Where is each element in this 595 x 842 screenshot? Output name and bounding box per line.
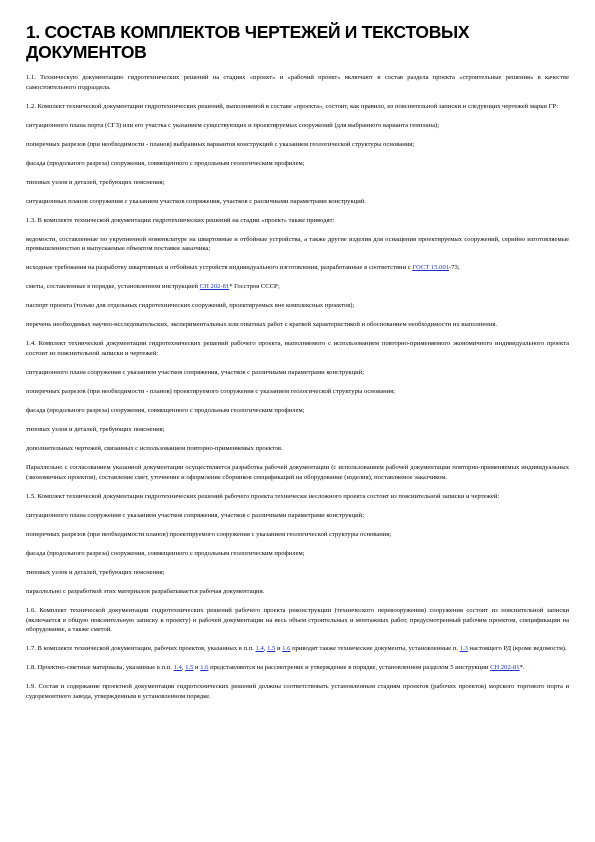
paragraph-text: типовых узлов и деталей, требующих пояснения; bbox=[26, 178, 165, 186]
paragraph bbox=[26, 549, 569, 559]
paragraph-text: и bbox=[193, 664, 201, 672]
paragraph bbox=[26, 406, 569, 416]
reference-link[interactable]: 1.3 bbox=[459, 645, 468, 653]
paragraph-text: представляются на рассмотрение и утверждение в порядке, установленном разделом 5 инструкции bbox=[208, 664, 491, 672]
paragraph bbox=[26, 339, 569, 358]
paragraph bbox=[26, 320, 569, 330]
paragraph-text: , bbox=[181, 664, 186, 672]
paragraph bbox=[26, 511, 569, 521]
paragraph-text: , bbox=[263, 645, 268, 653]
paragraph-text: фасада (продольного разреза) сооружения, совмещенного с продольным геологическим профилем; bbox=[26, 549, 305, 557]
paragraph-text: 1.1. Техническую документацию гидротехнических решений на стадиях «проект» и «рабочий проект» включают в состав раздела проекта «строительные решения» в качестве самостоятельного подраздела. bbox=[26, 74, 569, 91]
paragraph bbox=[26, 301, 569, 311]
reference-link[interactable]: 1.4 bbox=[173, 664, 182, 672]
paragraph-text: 1.8. Проектно-сметные материалы, указанные в п.п. bbox=[26, 664, 174, 672]
paragraph bbox=[26, 530, 569, 540]
paragraph-text: 1.5. Комплект технической документации гидротехнических решений рабочего проекта технически несложного проекта состоит из пояснительной записки и чертежей: bbox=[26, 492, 500, 500]
reference-link[interactable]: 1.4 bbox=[255, 645, 264, 653]
paragraph-text: дополнительных чертежей, связанных с использованием повторно-применяемых проектов. bbox=[26, 445, 283, 453]
paragraph-text: ситуационного плана порта (СГЗ) или его участка с указанием существующих и проектируемых сооружений (для выбранного варианта генплана); bbox=[26, 121, 440, 129]
paragraph bbox=[26, 235, 569, 254]
paragraph-text: типовых узлов и деталей, требующих пояснения; bbox=[26, 426, 165, 434]
paragraph bbox=[26, 568, 569, 578]
paragraph-text: поперечных разрезов (при необходимости планов) проектируемого сооружения с указанием геологической структуры основания; bbox=[26, 530, 392, 538]
paragraph-text: сметы, составленные в порядке, установленном инструкцией bbox=[26, 283, 200, 291]
paragraph-text: исходные требования на разработку швартовных и отбойных устройств индивидуального изготовления, разработанные в соответствии с bbox=[26, 264, 413, 272]
paragraph-text: приводят также технические документы, установленные п. bbox=[290, 645, 460, 653]
paragraph-text: *. bbox=[519, 664, 525, 672]
paragraph-text: * Госстроя СССР; bbox=[229, 283, 280, 291]
paragraph bbox=[26, 159, 569, 169]
paragraph bbox=[26, 425, 569, 435]
paragraph bbox=[26, 282, 569, 292]
paragraph bbox=[26, 463, 569, 482]
paragraph bbox=[26, 140, 569, 150]
paragraph bbox=[26, 197, 569, 207]
reference-link[interactable]: 1.5 bbox=[185, 664, 194, 672]
paragraph-text: и bbox=[275, 645, 283, 653]
paragraph bbox=[26, 444, 569, 454]
paragraph-text: -73; bbox=[449, 264, 460, 272]
paragraph-text: 1.6. Комплект технической документации гидротехнических решений рабочего проекта реконструкции (технического перевооружения) сооружения состоит из пояснительной записки (включается в общую пояснительную записку к проекту) и рабочей документации на весь объем строительных и монтажных работ, предусмотренный рабочим проектом, спецификации на оборудование, а также сметой. bbox=[26, 606, 569, 634]
paragraph bbox=[26, 178, 569, 188]
paragraph bbox=[26, 368, 569, 378]
document-title: 1. СОСТАВ КОМПЛЕКТОВ ЧЕРТЕЖЕЙ И ТЕКСТОВЫХ ДОКУМЕНТОВ bbox=[26, 22, 470, 62]
paragraph-text: параллельно с разработкой этих материалов разрабатывается рабочая документация. bbox=[26, 587, 265, 595]
paragraph bbox=[26, 606, 569, 635]
paragraph bbox=[26, 102, 569, 112]
paragraph-text: 1.9. Состав и содержание проектной документации гидротехнических решений должны соответствовать установленным стадиям проектов (рабочих проектов) морского торгового порта и судоремонтного завода, утвержденным в установленном порядке. bbox=[26, 683, 569, 700]
paragraph bbox=[26, 121, 569, 131]
paragraph-text: ситуационного плана сооружения с указанием участков сопряжения, участков с различными параметрами конструкций; bbox=[26, 511, 365, 519]
paragraph bbox=[26, 682, 569, 701]
paragraph bbox=[26, 587, 569, 597]
paragraph-text: перечень необходимых научно-исследовательских, экспериментальных или опытных работ с краткой характеристикой и обоснованием необходимости их выполнения. bbox=[26, 321, 498, 329]
reference-link[interactable]: СН 202-81 bbox=[199, 283, 230, 291]
paragraph-text: ситуационного плана сооружения с указанием участков сопряжения, участков с различными параметрами конструкций; bbox=[26, 369, 365, 377]
paragraph bbox=[26, 73, 569, 92]
paragraph-text: поперечных разрезов (при необходимости - планов) выбранных вариантов конструкций с указанием геологической структуры основания; bbox=[26, 140, 415, 148]
paragraph-text: Параллельно с согласованием указанной документации осуществляется разработка рабочей документации (с использованием рабочей документации повторно-применяемых индивидуальных (экономичных проектов), составление смет, уточнение и оформление сборников спецификаций на оборудование (изделия), поставляемое заказчиком. bbox=[26, 464, 569, 481]
reference-link[interactable]: ГОСТ 15.001 bbox=[412, 264, 450, 272]
paragraph-text: 1.4. Комплект технической документации гидротехнических решений рабочего проекта, выполняемого с использованием повторно-применяемого экономичного индивидуального проекта состоит из пояснительной записки и чертежей: bbox=[26, 340, 569, 358]
paragraph bbox=[26, 663, 569, 673]
paragraph bbox=[26, 387, 569, 397]
reference-link[interactable]: СН 202-81 bbox=[490, 664, 520, 672]
paragraph bbox=[26, 492, 569, 502]
paragraph-text: типовых узлов и деталей, требующих пояснения; bbox=[26, 568, 165, 576]
paragraph-text: поперечных разрезов (при необходимости - планов) проектируемого сооружения с указанием геологической структуры основания; bbox=[26, 388, 395, 396]
paragraph-text: паспорт проекта (только для отдельных гидротехнических сооружений, проектируемых вне комплексных проектов); bbox=[26, 302, 355, 310]
paragraph-text: фасада (продольного разреза) сооружения, совмещенного с продольным геологическим профилем; bbox=[26, 159, 305, 167]
reference-link[interactable]: 1.5 bbox=[267, 645, 276, 653]
paragraph bbox=[26, 263, 569, 273]
paragraph bbox=[26, 216, 569, 226]
paragraph-text: 1.2. Комплект технической документации гидротехнических решений, выполняемой в составе «проекта», состоит, как правило, из пояснительной записки и следующих чертежей марки ГР: bbox=[26, 102, 559, 110]
paragraph-text: ведомости, составленные по укрупненной номенклатуре на швартовные и отбойные устройства, а также другие изделия для оснащения проектируемых сооружений, серийно изготовляемые промышленностью и выпускаемые объектом поставки заказчика; bbox=[26, 235, 569, 253]
paragraph-text: 1.7. В комплекте технической документации, рабочих проектов, указанных в п.п. bbox=[26, 645, 256, 653]
paragraph-text: ситуационных планов сооружения с указанием участков сопряжения, участков с различными параметрами конструкций. bbox=[26, 197, 366, 205]
paragraph-text: настоящего РД (кроме ведомости). bbox=[467, 645, 567, 653]
document-body bbox=[26, 73, 569, 702]
reference-link[interactable]: 1.6 bbox=[282, 645, 291, 653]
paragraph bbox=[26, 644, 569, 654]
reference-link[interactable]: 1.6 bbox=[200, 664, 209, 672]
paragraph-text: фасада (продольного разреза) сооружения, совмещенного с продольным геологическим профилем; bbox=[26, 407, 305, 415]
paragraph-text: 1.3. В комплекте технической документации гидротехнических решений на стадии «проект» также приводят: bbox=[26, 216, 335, 224]
